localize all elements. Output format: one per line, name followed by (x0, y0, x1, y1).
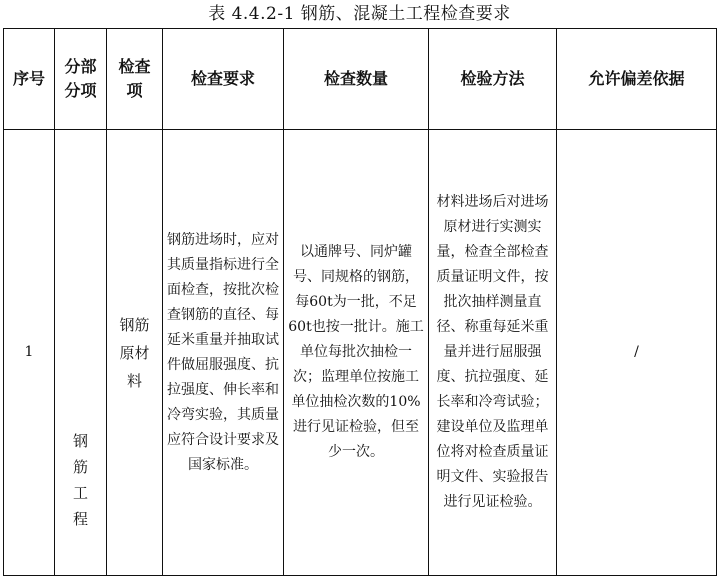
header-quantity: 检查数量 (284, 29, 429, 130)
header-requirements: 检查要求 (163, 29, 284, 130)
item-text: 钢筋原材料 (119, 315, 150, 390)
cell-method (429, 130, 557, 576)
quantity-text: 以通牌号、同炉罐号、同规格的钢筋，每60t为一批，不足60t也按一批计。施工单位每批次抽检一次；监理单位按施工单位抽检次数的10%进行见证检验，但至少一次。 (288, 244, 424, 460)
inspection-table (3, 28, 717, 576)
table-caption: 表 4.4.2-1 钢筋、混凝土工程检查要求 (208, 4, 511, 24)
division-text: 钢筋工程 (72, 431, 88, 528)
header-division: 分部分项 (55, 29, 107, 130)
cell-deviation: / (557, 130, 717, 576)
header-item: 检查项 (107, 29, 163, 130)
requirements-text: 钢筋进场时，应对其质量指标进行全面检查，按批次检查钢筋的直径、每延米重量并抽取试件做屈服强度、抗拉强度、伸长率和冷弯实验，其质量应符合设计要求及国家标准。 (167, 231, 279, 473)
cell-item (107, 130, 163, 576)
header-seq: 序号 (4, 29, 55, 130)
table-row (4, 130, 717, 576)
header-method: 检验方法 (429, 29, 557, 130)
method-text: 材料进场后对进场原材进行实测实量，检查全部检查质量证明文件，按批次抽样测量直径、称重每延米重量并进行屈服强度、抗拉强度、延长率和冷弯试验；建设单位及监理单位将对检查质量证明文件、实验报告进行见证检验。 (436, 194, 549, 510)
header-deviation: 允许偏差依据 (557, 29, 717, 130)
cell-division (55, 130, 107, 576)
cell-requirements (163, 130, 284, 576)
header-row (4, 29, 717, 130)
cell-seq: 1 (4, 130, 55, 576)
cell-quantity (284, 130, 429, 576)
